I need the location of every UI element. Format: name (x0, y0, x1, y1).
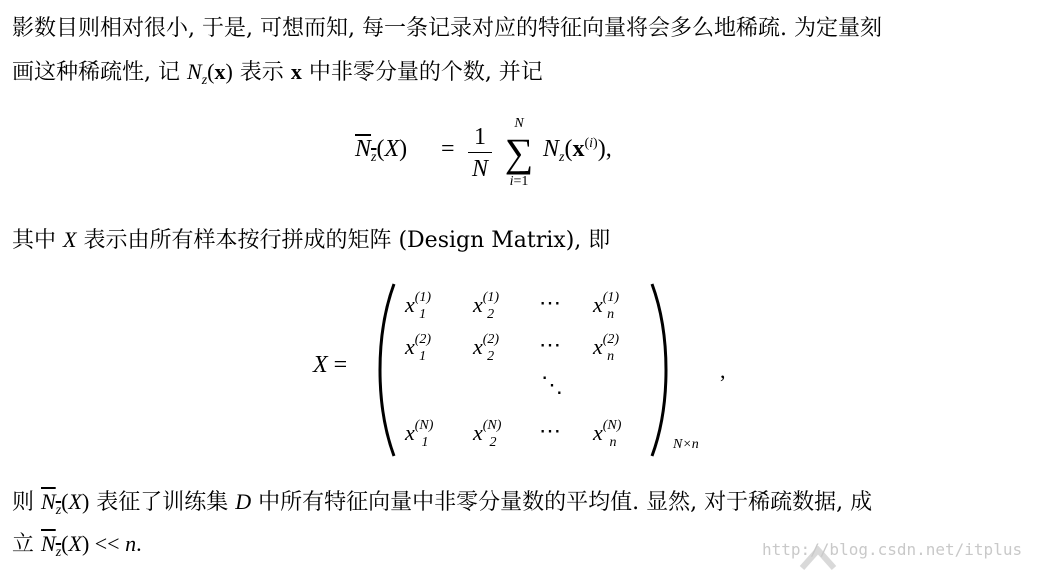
cell-sup: (1) (602, 290, 620, 305)
math-symbol: i (589, 136, 594, 151)
math-symbol: N (355, 136, 372, 162)
text-span: 立 (12, 532, 35, 557)
sum-lower-rest: =1 (513, 174, 529, 189)
math-symbol: i (509, 174, 514, 189)
math-overline-n (41, 489, 62, 518)
math-paren: ) (597, 136, 606, 162)
cell-sub: 2 (487, 349, 495, 364)
sigma-symbol: ∑ (504, 130, 534, 175)
summation (497, 116, 541, 190)
cell-sup: (1) (482, 290, 500, 305)
math-comma: , (605, 136, 612, 162)
math-symbol: X (313, 352, 328, 378)
sum-upper-limit: N (514, 116, 524, 131)
cell-sup: (N) (414, 418, 434, 433)
cell-sup: (2) (602, 332, 620, 347)
inline-math-x: x (290, 59, 302, 84)
matrix-dimension: N×n (673, 437, 699, 452)
math-subscript: z (371, 150, 377, 165)
eq-rhs (543, 136, 612, 166)
cell-sub: 2 (487, 307, 495, 322)
cell-sup: (2) (482, 332, 500, 347)
text-span: 其中 (12, 228, 57, 253)
text-span: 表征了训练集 (96, 490, 229, 515)
matrix-cell: $x^{(2)}_n$ (593, 332, 620, 364)
matrix-cell: $x^{(1)}_1$ (405, 290, 432, 322)
math-paren: ( (376, 136, 385, 162)
math-symbol: N (41, 531, 56, 556)
text-span: 影数目则相对很小, 于是, 可想而知, 每一条记录对应的特征向量将会多么地稀疏. 为定量刻 (12, 16, 882, 41)
math-paren: ( (207, 59, 215, 84)
math-symbol: N (543, 136, 560, 162)
design-matrix (313, 282, 733, 462)
text-line-3 (12, 225, 610, 256)
eq-lhs (355, 136, 407, 166)
math-symbol: X (68, 531, 82, 556)
math-symbol: n (125, 531, 137, 556)
text-line-4 (12, 487, 872, 526)
math-subscript: z (55, 545, 62, 560)
matrix-cell: $x^{(N)}_2$ (473, 418, 502, 450)
matrix-cell: $x^{(N)}_1$ (405, 418, 434, 450)
math-paren: ) (399, 136, 408, 162)
math-paren: ) (225, 59, 233, 84)
cell-sup: (2) (414, 332, 432, 347)
matrix-cell: $x^{(N)}_n$ (593, 418, 622, 450)
math-symbol: X (68, 489, 82, 514)
text-line-5 (12, 529, 142, 568)
math-paren: ( (564, 136, 573, 162)
text-span: 中所有特征向量中非零分量数的平均值. 显然, 对于稀疏数据, 成 (258, 490, 873, 515)
math-period: . (136, 531, 142, 556)
math-subscript: z (55, 503, 62, 518)
text-span: 则 (12, 490, 35, 515)
math-paren: ( (61, 489, 69, 514)
math-overline-n (41, 531, 62, 560)
text-span: 表示由所有样本按行拼成的矩阵 (Design Matrix), 即 (83, 228, 611, 253)
math-symbol: x (572, 136, 585, 162)
inline-math-d: D (235, 489, 252, 514)
matrix-cell: $x^{(2)}_2$ (473, 332, 500, 364)
hdots: ⋯ (539, 332, 561, 357)
matrix-cell: $x^{(2)}_1$ (405, 332, 432, 364)
math-symbol: x (214, 59, 226, 84)
math-subscript: z (559, 150, 565, 165)
matrix-cell: $x^{(1)}_2$ (473, 290, 500, 322)
math-subscript: z (201, 73, 208, 88)
eq-equals: = (441, 136, 455, 162)
ddots: ⋱ (541, 372, 563, 397)
frac-denominator: N (471, 156, 488, 182)
watermark-text: http://blog.csdn.net/itplus (762, 540, 1023, 559)
eq-equals: = (333, 352, 348, 378)
frac-numerator: 1 (474, 124, 486, 150)
math-symbol: X (384, 136, 400, 162)
matrix-cell: $x^{(1)}_n$ (593, 290, 620, 322)
math-symbol: N (41, 489, 56, 514)
cell-sup: (N) (482, 418, 502, 433)
inline-math-nz-x (187, 59, 233, 88)
sum-lower-limit (497, 174, 541, 190)
math-paren: ( (61, 531, 69, 556)
cell-sub: 1 (421, 435, 429, 450)
text-line-2 (12, 57, 543, 96)
cell-sup: (1) (414, 290, 432, 305)
math-symbol: N (187, 59, 202, 84)
text-span: 表示 (239, 60, 284, 85)
right-paren-large (649, 282, 669, 458)
text-span: 中非零分量的个数, 并记 (308, 60, 543, 85)
cell-sub: 1 (419, 349, 427, 364)
math-paren: ) (81, 489, 90, 514)
math-overline-n (355, 136, 377, 165)
cell-sub: n (609, 435, 617, 450)
text-span: 画这种稀疏性, 记 (12, 60, 180, 85)
inline-math-x-matrix: X (63, 227, 77, 252)
matrix-comma: , (720, 358, 726, 383)
inline-math-inequality (41, 531, 142, 560)
math-superscript: (i) (584, 136, 598, 151)
cell-sub: n (607, 349, 615, 364)
cell-sub: n (607, 307, 615, 322)
text-line-1 (12, 14, 882, 44)
math-paren: ) (81, 531, 90, 556)
matrix-lhs (313, 352, 347, 379)
inline-math-nz-bar-x (41, 489, 90, 518)
cell-sub: 2 (489, 435, 497, 450)
hdots: ⋯ (539, 290, 561, 315)
cell-sub: 1 (419, 307, 427, 322)
fraction-1-over-n (467, 122, 493, 183)
cell-sup: (N) (602, 418, 622, 433)
hdots: ⋯ (539, 418, 561, 443)
left-paren-large (377, 282, 397, 458)
math-much-less-than: << (94, 531, 120, 556)
